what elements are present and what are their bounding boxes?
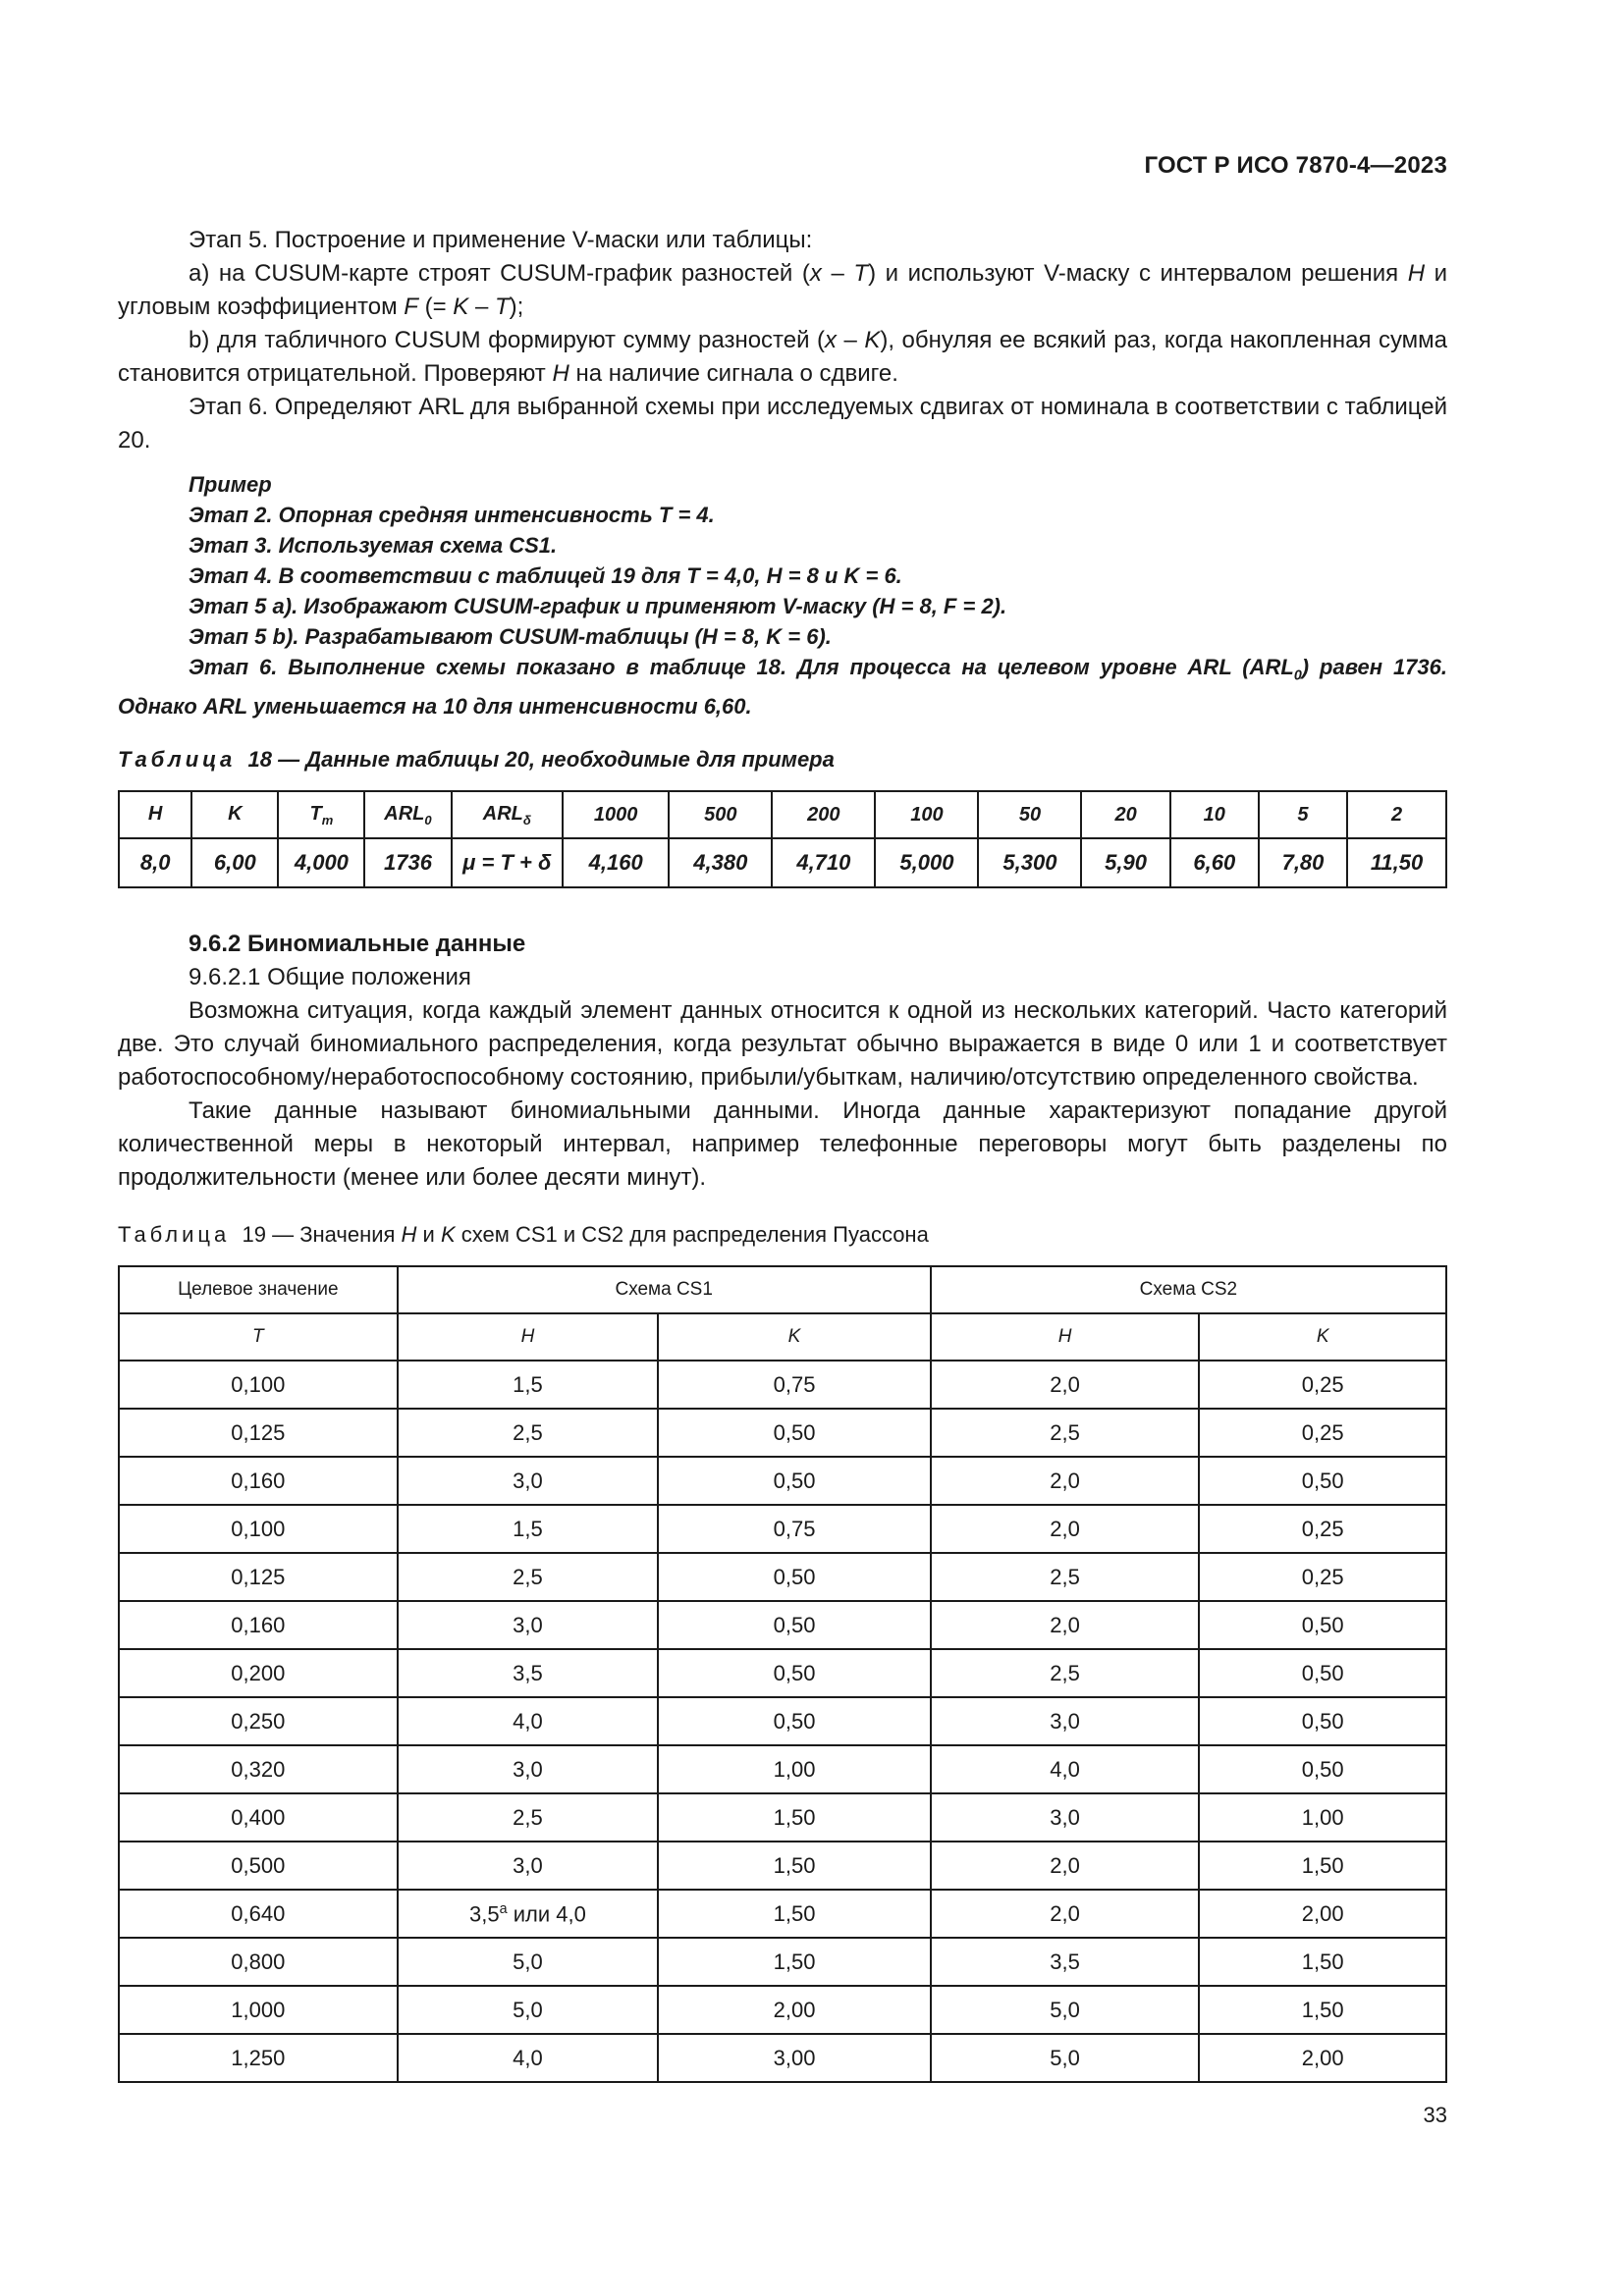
table19-cell: 2,5 bbox=[931, 1409, 1200, 1457]
table19-cell: 3,5 bbox=[398, 1649, 659, 1697]
table19-cell: 0,100 bbox=[119, 1361, 398, 1409]
table19-cell: 5,0 bbox=[398, 1986, 659, 2034]
table-row bbox=[119, 2034, 1446, 2082]
table-row bbox=[119, 1890, 1446, 1938]
table18-header-cell: 500 bbox=[669, 791, 772, 838]
table19-cell: 0,50 bbox=[658, 1457, 931, 1505]
document-header: ГОСТ Р ИСО 7870-4—2023 bbox=[1144, 152, 1447, 179]
table19-cell: 2,0 bbox=[931, 1361, 1200, 1409]
table19-cell: 0,50 bbox=[1199, 1697, 1446, 1745]
table18-header-cell: $ARL_0$ bbox=[364, 791, 451, 838]
table19-cell: 1,000 bbox=[119, 1986, 398, 2034]
table19-cell: 0,50 bbox=[1199, 1457, 1446, 1505]
table19-cell: 1,50 bbox=[658, 1793, 931, 1842]
table19-cell: 3,0 bbox=[398, 1601, 659, 1649]
table18-cell: μ = T + δ bbox=[452, 838, 564, 887]
table19-cell: 0,50 bbox=[1199, 1745, 1446, 1793]
section-title: 9.6.2 Биномиальные данные bbox=[189, 931, 526, 958]
table19-cell: 0,250 bbox=[119, 1697, 398, 1745]
table19-cell: 1,50 bbox=[658, 1842, 931, 1890]
table18-cell: 6,00 bbox=[191, 838, 278, 887]
step6-paragraph: Этап 6. Определяют ARL для выбранной схемы при исследуемых сдвигах от номинала в соответствии с таблицей 20. bbox=[118, 394, 1447, 454]
table19-cell: 0,125 bbox=[119, 1409, 398, 1457]
table18-data-row bbox=[119, 838, 1446, 887]
table19-cell: 3,0 bbox=[398, 1745, 659, 1793]
table18-cell: 8,0 bbox=[119, 838, 191, 887]
table19-cell: 0,50 bbox=[658, 1697, 931, 1745]
table19-subheader-cell: H bbox=[398, 1313, 659, 1361]
table18-header-cell: 10 bbox=[1170, 791, 1259, 838]
table19-cell: 3,0 bbox=[398, 1457, 659, 1505]
table-row bbox=[119, 1553, 1446, 1601]
table19-header-cs1: Схема CS1 bbox=[398, 1266, 931, 1313]
table19-cell: 2,0 bbox=[931, 1457, 1200, 1505]
table-row bbox=[119, 1938, 1446, 1986]
example-block bbox=[118, 469, 1447, 652]
table19-subheader-cell: T bbox=[119, 1313, 398, 1361]
table19-cell: 1,50 bbox=[658, 1938, 931, 1986]
table-row bbox=[119, 1842, 1446, 1890]
table19-cell: 5,0 bbox=[931, 2034, 1200, 2082]
table18-cell: 4,160 bbox=[563, 838, 669, 887]
table19-cell: 0,50 bbox=[658, 1409, 931, 1457]
table19-header-target: Целевое значение bbox=[119, 1266, 398, 1313]
table19-subheader-cell: K bbox=[658, 1313, 931, 1361]
table18-cell: 4,710 bbox=[772, 838, 875, 887]
table18-cell: 1736 bbox=[364, 838, 451, 887]
table19-cell: 3,0 bbox=[931, 1697, 1200, 1745]
table19-cell: 0,320 bbox=[119, 1745, 398, 1793]
table19-header-cs2: Схема CS2 bbox=[931, 1266, 1446, 1313]
table18-cell: 4,000 bbox=[278, 838, 364, 887]
table18-caption: Таблица 18 — Данные таблицы 20, необходимые для примера bbox=[118, 747, 835, 773]
table19-cell: 1,00 bbox=[658, 1745, 931, 1793]
table19-cell: 0,100 bbox=[119, 1505, 398, 1553]
page-content bbox=[118, 224, 1447, 2083]
table18-header-cell: 1000 bbox=[563, 791, 669, 838]
table-row bbox=[119, 1649, 1446, 1697]
table19-cell: 0,160 bbox=[119, 1601, 398, 1649]
table19-cell: 0,500 bbox=[119, 1842, 398, 1890]
table18-header-cell: K bbox=[191, 791, 278, 838]
table19-cell: 0,25 bbox=[1199, 1553, 1446, 1601]
table19-cell: 0,25 bbox=[1199, 1361, 1446, 1409]
table18-header-cell: $T_m$ bbox=[278, 791, 364, 838]
table19-cell: 1,00 bbox=[1199, 1793, 1446, 1842]
table19-subheader-row bbox=[119, 1313, 1446, 1361]
table19-cell: 0,50 bbox=[658, 1649, 931, 1697]
table19-cell: 0,125 bbox=[119, 1553, 398, 1601]
table19-cell: $3,5^а$ или 4,0 bbox=[398, 1890, 659, 1938]
example-line: Этап 3. Используемая схема CS1. bbox=[189, 533, 558, 558]
table19-cell: 3,0 bbox=[398, 1842, 659, 1890]
table-row bbox=[119, 1361, 1446, 1409]
table-19 bbox=[118, 1265, 1447, 2083]
table19-cell: 2,0 bbox=[931, 1890, 1200, 1938]
table19-cell: 3,0 bbox=[931, 1793, 1200, 1842]
table-row bbox=[119, 1409, 1446, 1457]
table19-cell: 0,75 bbox=[658, 1361, 931, 1409]
table18-cell: 6,60 bbox=[1170, 838, 1259, 887]
table-row bbox=[119, 1793, 1446, 1842]
table19-cell: 2,00 bbox=[1199, 2034, 1446, 2082]
table19-cell: 1,5 bbox=[398, 1361, 659, 1409]
table19-subheader-cell: H bbox=[931, 1313, 1200, 1361]
table-18 bbox=[118, 790, 1447, 888]
table19-cell: 0,50 bbox=[1199, 1649, 1446, 1697]
example-line: Этап 5 а). Изображают CUSUM-график и применяют V-маску (H = 8, F = 2). bbox=[189, 594, 1007, 618]
table19-cell: 1,50 bbox=[1199, 1842, 1446, 1890]
step5-b: b) для табличного CUSUM формируют сумму разностей (x – K), обнуляя ее всякий раз, когда накопленная сумма становится отрицательной. Проверяют H на наличие сигнала о сдвиге. bbox=[118, 327, 1448, 387]
table18-header-cell: 2 bbox=[1347, 791, 1446, 838]
table-row bbox=[119, 1505, 1446, 1553]
example-line: Этап 2. Опорная средняя интенсивность T = 4. bbox=[189, 503, 715, 527]
table18-header-cell: $ARL_\delta$ bbox=[452, 791, 564, 838]
section-paragraph: Возможна ситуация, когда каждый элемент данных относится к одной из нескольких категорий. Часто категорий две. Это случай биномиального распределения, когда результат обычно выражается в виде 0 или 1 и соответствует работоспособному/неработоспособному состоянию, прибыли/убыткам, наличию/отсутствию определенного свойства. bbox=[118, 997, 1447, 1092]
example-line: Этап 4. В соответствии с таблицей 19 для T = 4,0, H = 8 и K = 6. bbox=[189, 563, 902, 588]
table19-cell: 2,5 bbox=[931, 1649, 1200, 1697]
table19-cell: 4,0 bbox=[398, 2034, 659, 2082]
table19-cell: 0,50 bbox=[658, 1601, 931, 1649]
table19-caption: Таблица 19 — Значения H и K схем CS1 и CS2 для распределения Пуассона bbox=[118, 1222, 929, 1248]
table19-subheader-cell: K bbox=[1199, 1313, 1446, 1361]
table18-cell: 4,380 bbox=[669, 838, 772, 887]
table19-cell: 1,50 bbox=[1199, 1938, 1446, 1986]
example-conclusion: Этап 6. Выполнение схемы показано в таблице 18. Для процесса на целевом уровне ARL $(ARL_0)$ равен 1736. Однако ARL уменьшается на 10 для интенсивности 6,60. bbox=[118, 655, 1447, 720]
table18-header-cell: 200 bbox=[772, 791, 875, 838]
table19-cell: 0,400 bbox=[119, 1793, 398, 1842]
example-title: Пример bbox=[189, 472, 272, 497]
table18-cell: 5,300 bbox=[978, 838, 1081, 887]
table18-cell: 5,000 bbox=[875, 838, 978, 887]
table19-cell: 2,5 bbox=[398, 1553, 659, 1601]
table19-cell: 0,200 bbox=[119, 1649, 398, 1697]
table19-cell: 0,50 bbox=[1199, 1601, 1446, 1649]
table-row bbox=[119, 1601, 1446, 1649]
table19-cell: 1,5 bbox=[398, 1505, 659, 1553]
table18-header-cell: H bbox=[119, 791, 191, 838]
table18-cell: 5,90 bbox=[1081, 838, 1169, 887]
table18-cell: 7,80 bbox=[1259, 838, 1347, 887]
table19-cell: 5,0 bbox=[398, 1938, 659, 1986]
table19-cell: 2,5 bbox=[398, 1793, 659, 1842]
table19-cell: 0,50 bbox=[658, 1553, 931, 1601]
table19-cell: 2,00 bbox=[1199, 1890, 1446, 1938]
table19-cell: 0,25 bbox=[1199, 1409, 1446, 1457]
table19-cell: 2,5 bbox=[931, 1553, 1200, 1601]
section-paragraph: Такие данные называют биномиальными данными. Иногда данные характеризуют попадание другой количественной меры в некоторый интервал, например телефонные переговоры могут быть разделены по продолжительности (менее или более десяти минут). bbox=[118, 1097, 1447, 1192]
step5-heading: Этап 5. Построение и применение V-маски или таблицы: bbox=[189, 227, 813, 253]
table19-cell: 0,640 bbox=[119, 1890, 398, 1938]
section-subtitle: 9.6.2.1 Общие положения bbox=[189, 964, 471, 991]
table18-header-cell: 100 bbox=[875, 791, 978, 838]
table19-cell: 0,160 bbox=[119, 1457, 398, 1505]
table19-cell: 2,00 bbox=[658, 1986, 931, 2034]
table19-cell: 2,0 bbox=[931, 1601, 1200, 1649]
table18-header-row bbox=[119, 791, 1446, 838]
table18-header-cell: 20 bbox=[1081, 791, 1169, 838]
table19-cell: 1,50 bbox=[1199, 1986, 1446, 2034]
table19-cell: 0,800 bbox=[119, 1938, 398, 1986]
table19-cell: 5,0 bbox=[931, 1986, 1200, 2034]
table19-cell: 1,50 bbox=[658, 1890, 931, 1938]
table18-header-cell: 5 bbox=[1259, 791, 1347, 838]
table19-body bbox=[119, 1361, 1446, 2082]
table19-cell: 2,0 bbox=[931, 1842, 1200, 1890]
table18-cell: 11,50 bbox=[1347, 838, 1446, 887]
example-line: Этап 5 b). Разрабатывают CUSUM-таблицы (H = 8, K = 6). bbox=[189, 624, 832, 649]
table-row bbox=[119, 1745, 1446, 1793]
step5-a: а) на CUSUM-карте строят CUSUM-график разностей (x – T) и используют V-маску с интервалом решения H и угловым коэффициентом F (= K – T); bbox=[118, 260, 1448, 320]
table19-cell: 0,25 bbox=[1199, 1505, 1446, 1553]
table19-cell: 4,0 bbox=[931, 1745, 1200, 1793]
table19-cell: 0,75 bbox=[658, 1505, 931, 1553]
table19-cell: 1,250 bbox=[119, 2034, 398, 2082]
table19-cell: 3,00 bbox=[658, 2034, 931, 2082]
table19-cell: 3,5 bbox=[931, 1938, 1200, 1986]
table-row bbox=[119, 1697, 1446, 1745]
table18-header-cell: 50 bbox=[978, 791, 1081, 838]
table19-cell: 2,0 bbox=[931, 1505, 1200, 1553]
page-number: 33 bbox=[1423, 2103, 1447, 2127]
table-row bbox=[119, 1457, 1446, 1505]
table19-header-row bbox=[119, 1266, 1446, 1313]
table-row bbox=[119, 1986, 1446, 2034]
table19-cell: 4,0 bbox=[398, 1697, 659, 1745]
table19-cell: 2,5 bbox=[398, 1409, 659, 1457]
